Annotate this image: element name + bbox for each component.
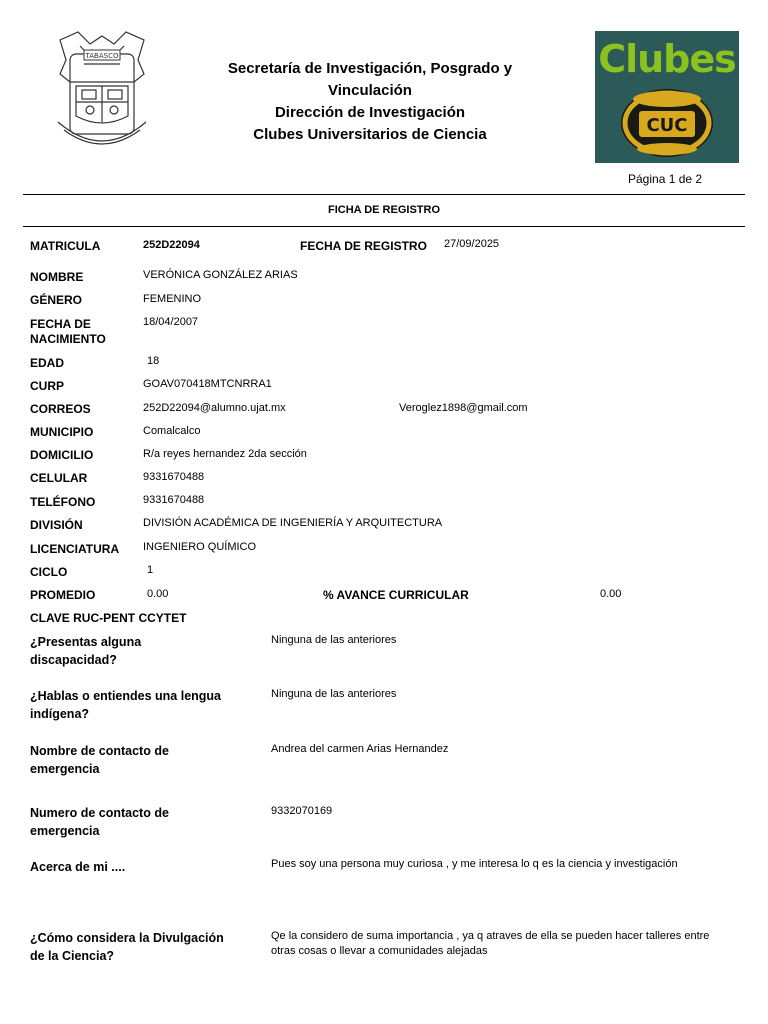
header-line-1: Secretaría de Investigación, Posgrado y — [227, 60, 513, 77]
question-lengua-indigena: ¿Hablas o entiendes una lengua indígena? — [30, 689, 222, 721]
division-value: DIVISIÓN ACADÉMICA DE INGENIERÍA Y ARQUITECTURA — [143, 517, 443, 529]
header-line-4: Clubes Universitarios de Ciencia — [253, 126, 487, 143]
avance-label: % AVANCE CURRICULAR — [323, 588, 469, 602]
genero-label: GÉNERO — [30, 293, 83, 307]
correos-label: CORREOS — [30, 402, 91, 416]
answer-divulgacion: Qe la considero de suma importancia , ya q atraves de ella se pueden hacer talleres entre otras cosas o llevar a comunidades alejadas — [271, 930, 710, 957]
cuc-badge-icon — [617, 83, 717, 163]
curp-value: GOAV070418MTCNRRA1 — [143, 378, 272, 390]
domicilio-label: DOMICILIO — [30, 448, 94, 462]
university-seal — [50, 30, 154, 156]
clave-label: CLAVE RUC-PENT CCYTET — [30, 611, 187, 625]
divider-bottom — [23, 226, 745, 227]
ciclo-value: 1 — [147, 564, 154, 576]
svg-text:CUC: CUC — [646, 115, 688, 136]
page-indicator: Página 1 de 2 — [628, 172, 703, 186]
correo-institucional: 252D22094@alumno.ujat.mx — [143, 402, 286, 414]
curp-label: CURP — [30, 379, 65, 393]
domicilio-value: R/a reyes hernandez 2da sección — [143, 448, 307, 460]
licenciatura-label: LICENCIATURA — [30, 542, 120, 556]
logo-word: Clubes — [598, 37, 736, 81]
answer-acerca-de-mi: Pues soy una persona muy curiosa , y me interesa lo q es la ciencia y investigación — [271, 858, 678, 870]
edad-label: EDAD — [30, 356, 65, 370]
header-line-3: Dirección de Investigación — [274, 104, 466, 121]
promedio-label: PROMEDIO — [30, 588, 96, 602]
question-discapacidad: ¿Presentas alguna discapacidad? — [30, 635, 142, 667]
municipio-label: MUNICIPIO — [30, 425, 94, 439]
question-acerca-de-mi: Acerca de mi .... — [30, 860, 126, 874]
telefono-label: TELÉFONO — [30, 495, 96, 509]
fecha-registro-value: 27/09/2025 — [444, 238, 500, 250]
telefono-value: 9331670488 — [143, 494, 205, 506]
svg-text:TABASCO: TABASCO — [85, 52, 119, 60]
fecha-nacimiento-label-line1: FECHA DE — [30, 317, 91, 331]
edad-value: 18 — [147, 355, 160, 367]
question-divulgacion: ¿Cómo considera la Divulgación de la Ciencia? — [30, 931, 224, 963]
answer-contacto-numero: 9332070169 — [271, 805, 333, 817]
answer-lengua-indigena: Ninguna de las anteriores — [271, 688, 397, 700]
nombre-value: VERÓNICA GONZÁLEZ ARIAS — [143, 269, 298, 281]
fecha-registro-label: FECHA DE REGISTRO — [300, 239, 427, 253]
municipio-value: Comalcalco — [143, 425, 201, 437]
promedio-value: 0.00 — [147, 588, 169, 600]
form-title: FICHA DE REGISTRO — [327, 204, 441, 216]
division-label: DIVISIÓN — [30, 518, 83, 532]
question-contacto-nombre: Nombre de contacto de emergencia — [30, 744, 169, 776]
answer-contacto-nombre: Andrea del carmen Arias Hernandez — [271, 743, 449, 755]
question-contacto-numero: Numero de contacto de emergencia — [30, 806, 169, 838]
institution-header — [200, 58, 540, 146]
answer-discapacidad: Ninguna de las anteriores — [271, 634, 397, 646]
fecha-nacimiento-label — [30, 317, 106, 347]
divider-top — [23, 194, 745, 195]
fecha-nacimiento-value: 18/04/2007 — [143, 316, 199, 328]
nombre-label: NOMBRE — [30, 270, 84, 284]
licenciatura-value: INGENIERO QUÍMICO — [143, 541, 257, 553]
matricula-label: MATRICULA — [30, 239, 101, 253]
ciclo-label: CICLO — [30, 565, 68, 579]
celular-label: CELULAR — [30, 471, 88, 485]
avance-value: 0.00 — [600, 588, 622, 600]
genero-value: FEMENINO — [143, 293, 202, 305]
fecha-nacimiento-label-line2: NACIMIENTO — [30, 332, 106, 346]
correo-personal: Veroglez1898@gmail.com — [399, 402, 528, 414]
matricula-value: 252D22094 — [143, 239, 200, 251]
clubes-logo — [595, 31, 739, 163]
celular-value: 9331670488 — [143, 471, 205, 483]
header-line-2: Vinculación — [328, 82, 412, 99]
